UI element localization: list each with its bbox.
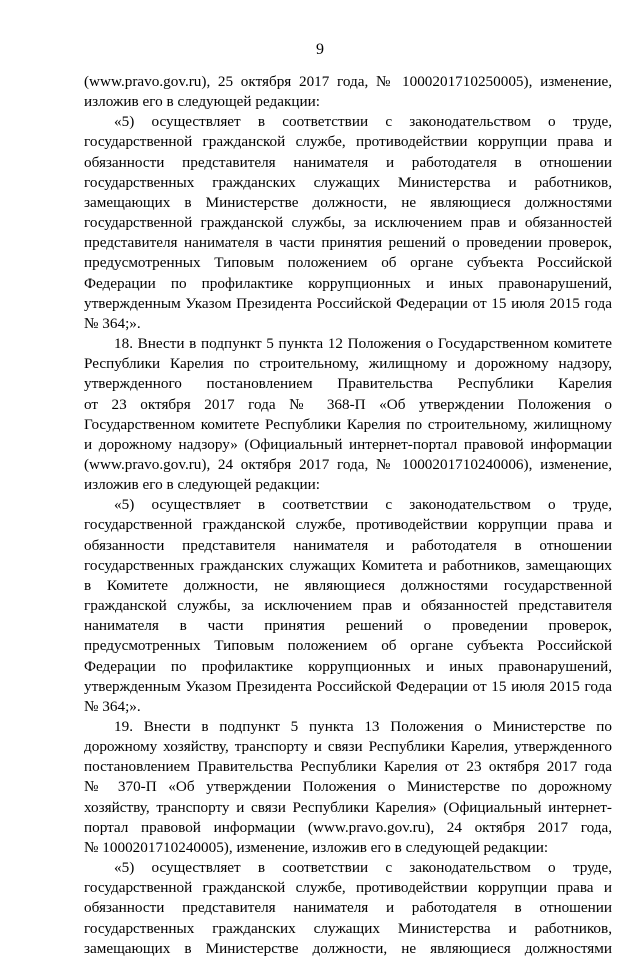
text-line: «5) осуществляет в соответствии с законодательством о труде, [114, 496, 612, 514]
text-line: постановлением Правительства Республики Карелия от 23 октября 2017 года [84, 758, 612, 776]
text-line: в Комитете должности, не являющиеся должностями государственной [84, 576, 612, 594]
text-line: (www.pravo.gov.ru), 24 октября 2017 года, № 1000201710240006), изменение, [84, 455, 612, 473]
text-line: государственных гражданских служащих Министерства и работников, [84, 173, 612, 191]
text-line: государственной гражданской службе, противодействии коррупции права и [84, 133, 612, 151]
text-line: изложив его в следующей редакции: [84, 476, 320, 494]
document-body [84, 72, 612, 959]
text-line: утвержденного постановлением Правительства Республики Карелия [84, 375, 612, 393]
page-number: 9 [316, 41, 324, 58]
text-line: обязанности представителя нанимателя и работодателя в отношении [84, 536, 612, 554]
text-line: от 23 октября 2017 года № 368-П «Об утверждении Положения о [84, 395, 612, 413]
text-line: государственной гражданской службы, за исключением прав и обязанностей [84, 214, 612, 232]
text-line: предусмотренных Типовым положением об органе субъекта Российской [84, 254, 612, 272]
text-line: государственных гражданских служащих Комитета и работников, замещающих [84, 556, 612, 574]
text-line: замещающих в Министерстве должности, не являющиеся должностями [84, 939, 612, 957]
text-line: обязанности представителя нанимателя и работодателя в отношении [84, 899, 612, 917]
text-line: 18. Внести в подпункт 5 пункта 12 Положения о Государственном комитете [114, 335, 612, 353]
text-line: Республики Карелия по строительному, жилищному и дорожному надзору, [84, 355, 612, 373]
text-line: утвержденным Указом Президента Российской Федерации от 15 июля 2015 года [84, 677, 612, 695]
text-line: 19. Внести в подпункт 5 пункта 13 Положения о Министерстве по [114, 718, 612, 735]
text-line: № 1000201710240005), изменение, изложив его в следующей редакции: [84, 838, 549, 856]
text-line: Федерации по профилактике коррупционных и иных правонарушений, [84, 274, 612, 292]
text-line: № 364;». [84, 314, 141, 332]
paragraph [84, 717, 612, 858]
text-line: «5) осуществляет в соответствии с законодательством о труде, [114, 859, 612, 877]
text-line: Государственном комитете Республики Карелия по строительному, жилищному [84, 415, 612, 433]
text-line: предусмотренных Типовым положением об органе субъекта Российской [84, 637, 612, 655]
text-line: нанимателя в части принятия решений о проведении проверок, [84, 617, 612, 635]
text-line: утвержденным Указом Президента Российской Федерации от 15 июля 2015 года [84, 294, 612, 312]
text-line: обязанности представителя нанимателя и работодателя в отношении [84, 153, 612, 171]
text-line: представителя нанимателя в части принятия решений о проведении проверок, [84, 234, 612, 252]
paragraph [84, 112, 612, 334]
text-line: государственной гражданской службе, противодействии коррупции права и [84, 516, 612, 534]
text-line: № 370-П «Об утверждении Положения о Министерстве по дорожному [84, 778, 612, 796]
text-line: и дорожному надзору» (Официальный интернет-портал правовой информации [84, 435, 612, 453]
text-line: дорожному хозяйству, транспорту и связи Республики Карелия, утвержденного [84, 738, 612, 756]
text-line: изложив его в следующей редакции: [84, 93, 320, 111]
text-line: «5) осуществляет в соответствии с законодательством о труде, [114, 113, 612, 131]
text-line: гражданской службы, за исключением прав и обязанностей представителя [84, 597, 612, 615]
paragraph [84, 72, 612, 112]
text-line: замещающих в Министерстве должности, не являющиеся должностями [84, 193, 612, 211]
paragraph [84, 495, 612, 717]
text-line: Федерации по профилактике коррупционных и иных правонарушений, [84, 657, 612, 675]
text-line: государственных гражданских служащих Министерства и работников, [84, 919, 612, 937]
text-line: (www.pravo.gov.ru), 25 октября 2017 года, № 1000201710250005), изменение, [84, 73, 612, 90]
paragraph [84, 858, 612, 959]
text-line: хозяйству, транспорту и связи Республики Карелия» (Официальный интернет- [84, 798, 612, 816]
paragraph [84, 334, 612, 495]
text-line: государственной гражданской службе, противодействии коррупции права и [84, 879, 612, 897]
text-line: № 364;». [84, 697, 141, 715]
text-line: портал правовой информации (www.pravo.gov.ru), 24 октября 2017 года, [84, 818, 612, 836]
